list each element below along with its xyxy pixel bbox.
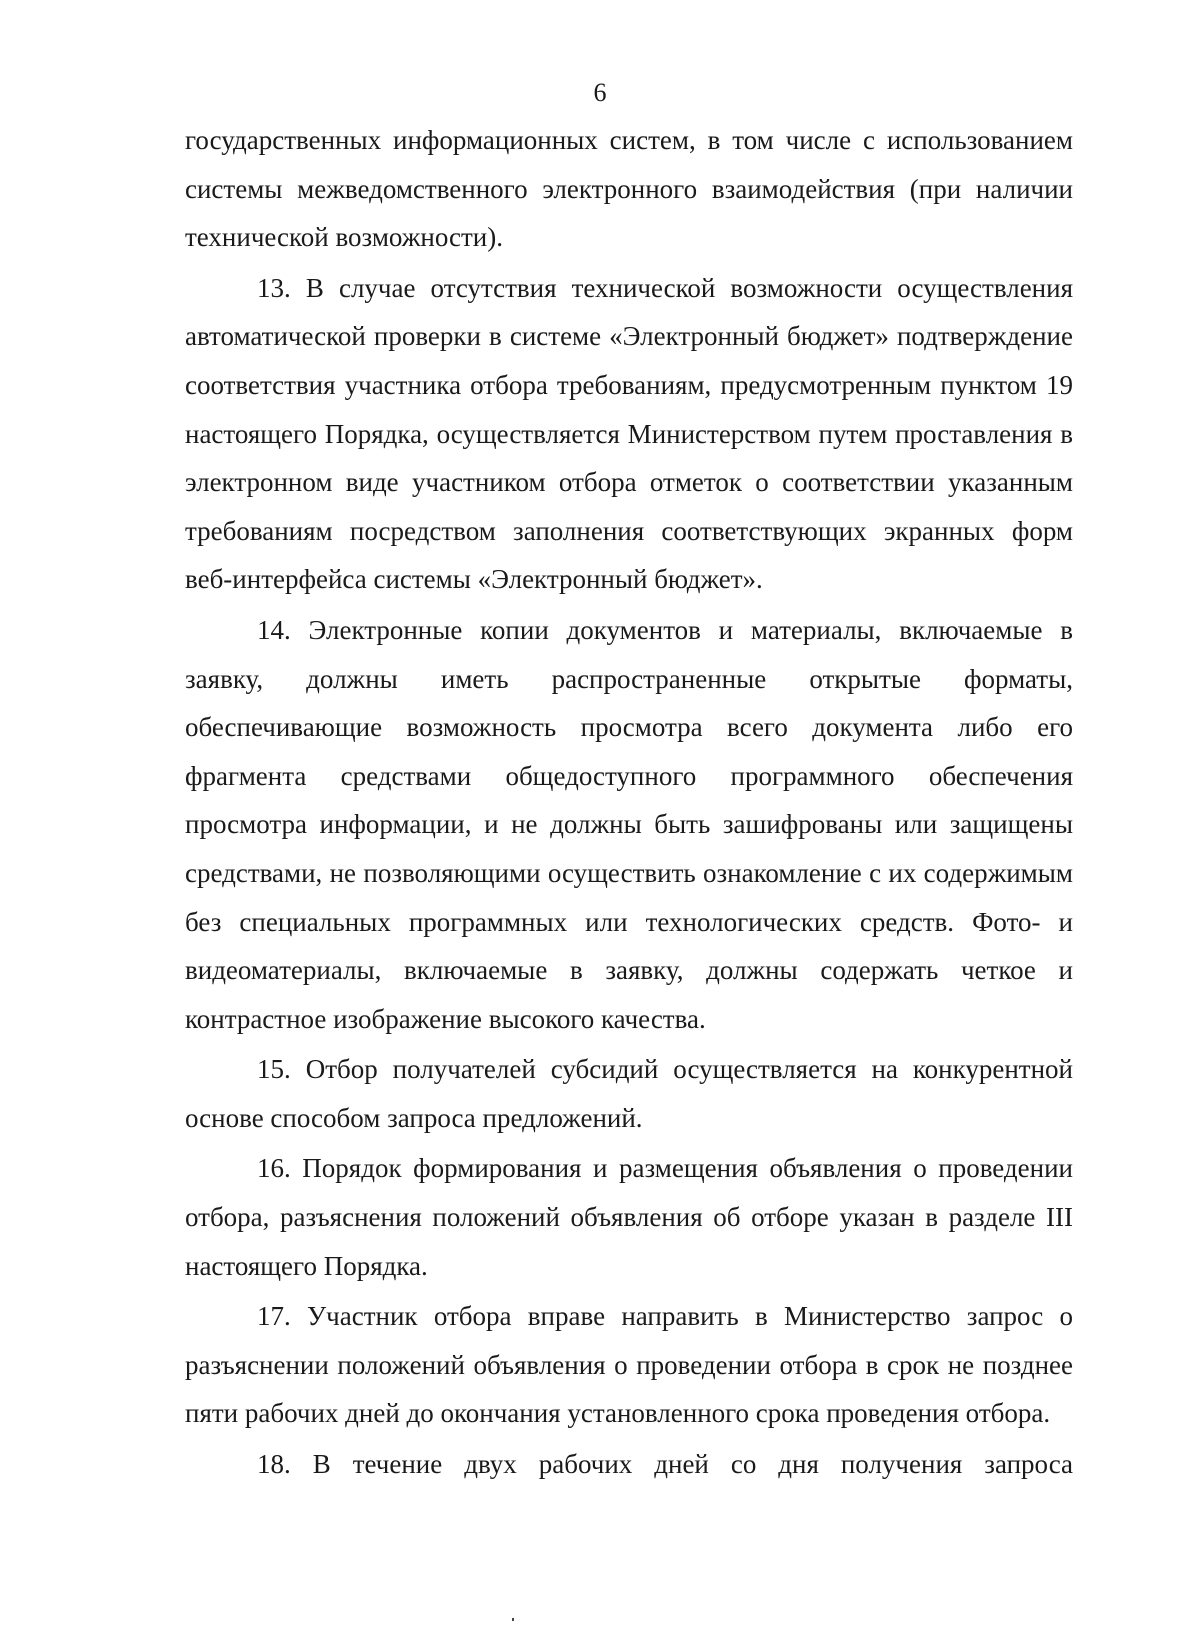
paragraph-16: 16. Порядок формирования и размещения объявления о проведении отбора, разъяснения положений объявления об отборе указан в разделе III настоящего Порядка. [185, 1153, 1073, 1281]
document-body [185, 116, 1073, 1489]
paragraph-14: 14. Электронные копии документов и материалы, включаемые в заявку, должны иметь распространенные открытые форматы, обеспечивающие возможность просмотра всего документа либо его фрагмента средствами общедоступного программного обеспечения просмотра информации, и не должны быть зашифрованы или защищены средствами, не позволяющими осуществить ознакомление с их содержимым без специальных программных или технологических средств. Фото- и видеоматериалы, включаемые в заявку, должны содержать четкое и контрастное изображение высокого качества. [185, 614, 1073, 1034]
scan-speck [512, 1618, 514, 1621]
paragraph-18: 18. В течение двух рабочих дней со дня получения запроса [257, 1449, 1073, 1480]
paragraph-15: 15. Отбор получателей субсидий осуществляется на конкурентной основе способом запроса предложений. [185, 1054, 1073, 1133]
page-number: 6 [593, 78, 607, 107]
paragraph-13: 13. В случае отсутствия технической возможности осуществления автоматической проверки в системе «Электронный бюджет» подтверждение соответствия участника отбора требованиям, предусмотренным пунктом 19 настоящего Порядка, осуществляется Министерством путем проставления в электронном виде участником отбора отметок о соответствии указанным требованиям посредством заполнения соответствующих экранных форм веб-интерфейса системы «Электронный бюджет». [185, 272, 1073, 595]
paragraph-continuation: государственных информационных систем, в том числе с использованием системы межведомственного электронного взаимодействия (при наличии технической возможности). [185, 125, 1073, 253]
paragraph-17: 17. Участник отбора вправе направить в Министерство запрос о разъяснении положений объявления о проведении отбора в срок не позднее пяти рабочих дней до окончания установленного срока проведения отбора. [185, 1301, 1073, 1429]
